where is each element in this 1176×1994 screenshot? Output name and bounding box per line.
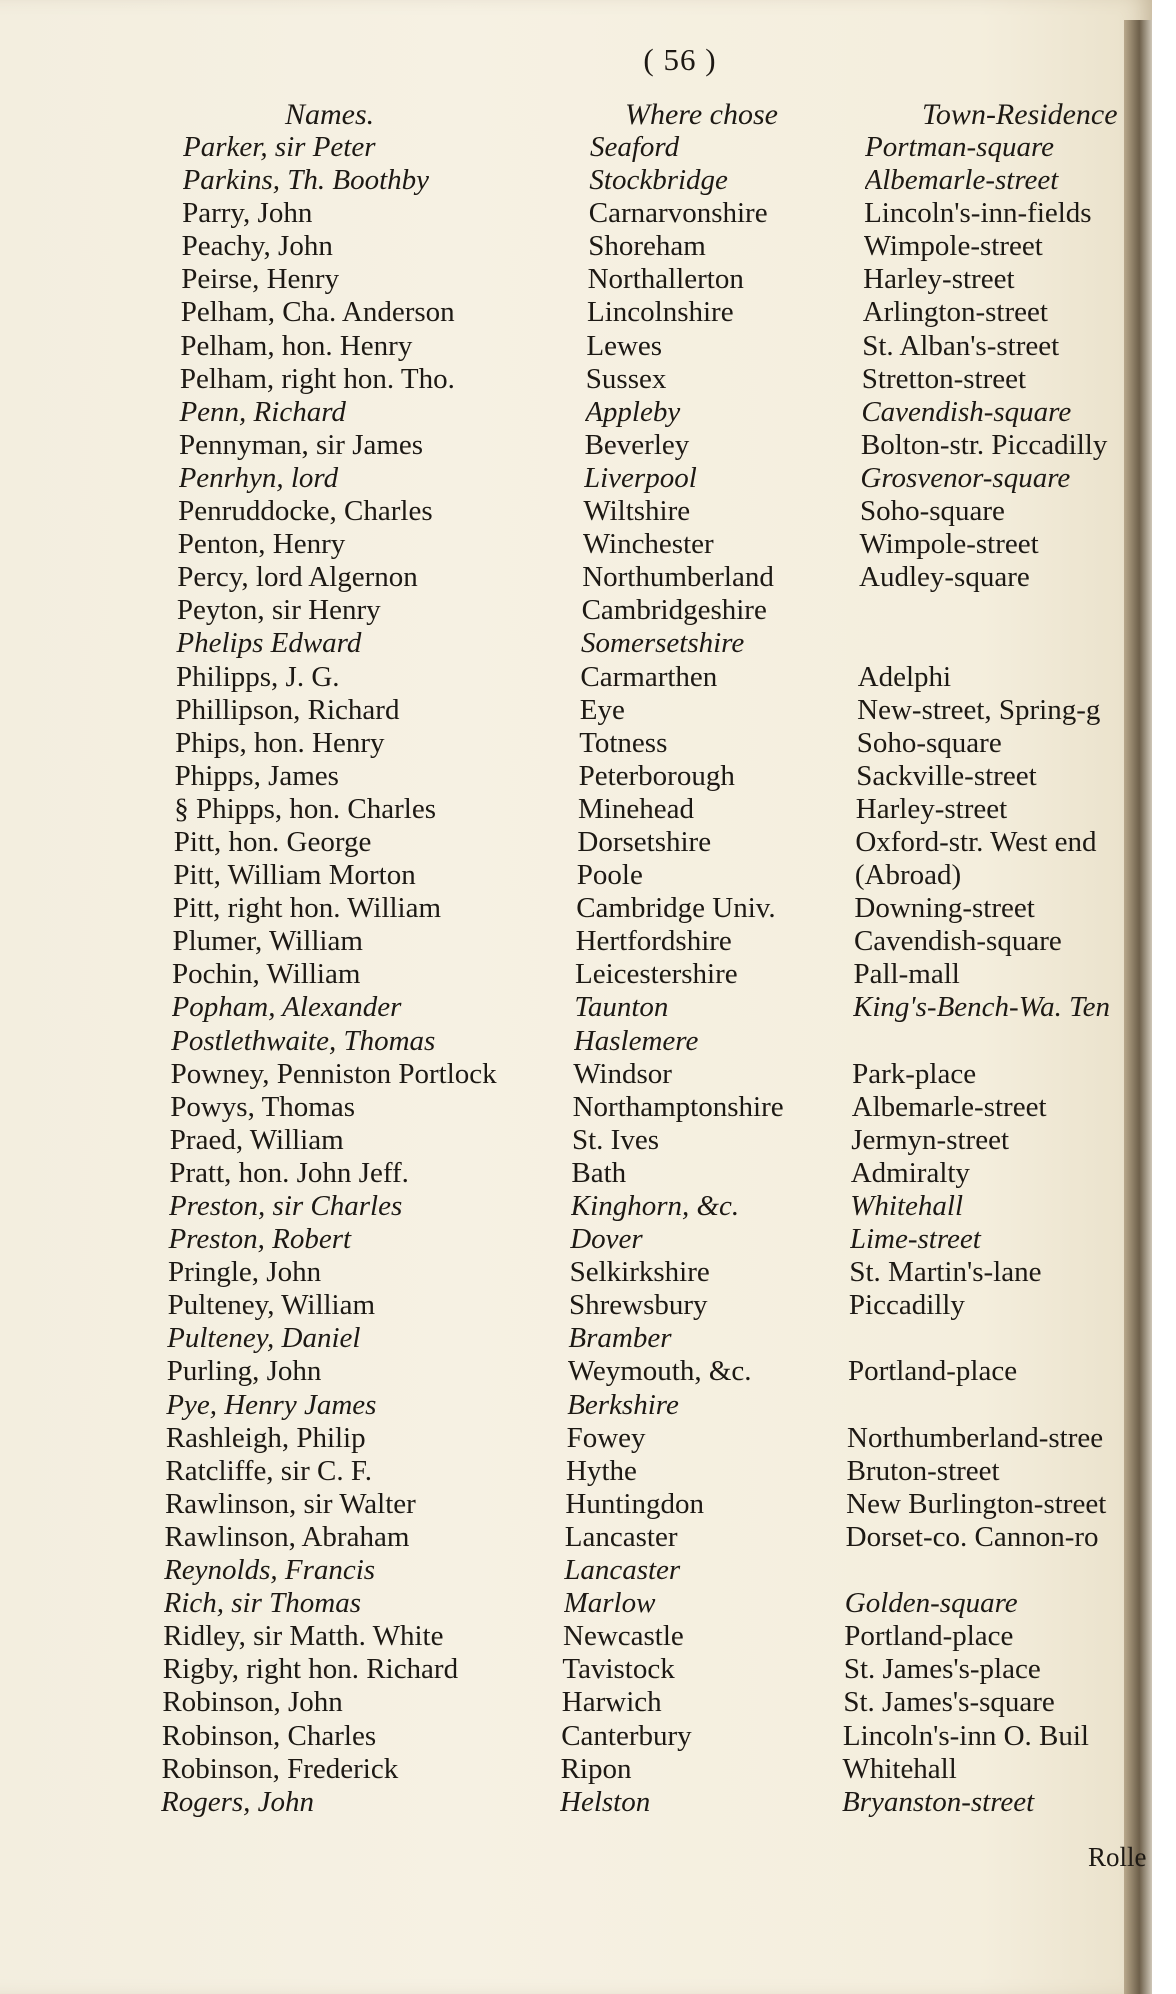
constituency: Shoreham [588, 230, 706, 263]
town-residence: Downing-street [854, 892, 1035, 925]
list-item [0, 1355, 1152, 1388]
list-item [0, 991, 1152, 1024]
town-residence: Park-place [852, 1057, 977, 1090]
town-residence: Oxford-str. West end [855, 825, 1097, 858]
list-item [0, 1025, 1152, 1058]
constituency: Kinghorn, &c. [570, 1190, 740, 1222]
list-item [0, 1190, 1152, 1223]
list-item [0, 1554, 1152, 1587]
list-item [0, 594, 1152, 627]
list-item [0, 528, 1152, 561]
constituency: Cambridge Univ. [576, 892, 776, 925]
list-item [0, 396, 1152, 429]
list-item [0, 429, 1152, 462]
town-residence: St. Martin's-lane [849, 1256, 1042, 1289]
member-name: Pulteney, William [167, 1289, 376, 1322]
constituency: Northumberland [582, 561, 774, 594]
list-item [0, 1653, 1152, 1686]
list-item [0, 694, 1152, 727]
list-item [0, 727, 1152, 760]
constituency: Tavistock [562, 1653, 675, 1686]
constituency: Somersetshire [581, 627, 745, 660]
member-name: Rawlinson, sir Walter [164, 1487, 416, 1520]
member-name: Pelham, right hon. Tho. [179, 362, 455, 395]
constituency: Canterbury [561, 1719, 692, 1752]
member-name: Preston, Robert [168, 1223, 352, 1256]
town-residence: Dorset-co. Cannon-ro [845, 1520, 1099, 1553]
constituency: Lewes [586, 329, 663, 362]
list-item [0, 296, 1152, 329]
list-item [0, 1620, 1152, 1653]
town-residence: Sackville-street [856, 759, 1037, 792]
list-item [0, 793, 1152, 826]
list-item [0, 197, 1152, 230]
constituency: Northamptonshire [572, 1090, 784, 1123]
member-list [0, 131, 1152, 1819]
constituency: Carmarthen [580, 660, 718, 693]
member-name: Reynolds, Francis [164, 1554, 376, 1587]
member-name: Phillipson, Richard [175, 693, 400, 726]
member-name: Penruddocke, Charles [178, 495, 433, 528]
list-item [0, 363, 1152, 396]
member-name: Pelham, hon. Henry [180, 329, 413, 362]
member-name: Pochin, William [172, 958, 361, 991]
town-residence: Bryanston-street [842, 1785, 1035, 1818]
list-item [0, 1058, 1152, 1091]
town-residence: New-street, Spring-g [857, 693, 1101, 726]
town-residence: Jermyn-street [851, 1123, 1010, 1156]
member-name: Peirse, Henry [181, 263, 340, 296]
constituency: Haslemere [573, 1024, 699, 1057]
constituency: Taunton [574, 991, 669, 1024]
member-name: Rawlinson, Abraham [164, 1520, 410, 1553]
member-name: Rashleigh, Philip [165, 1421, 366, 1454]
constituency: Ripon [560, 1752, 632, 1785]
member-name: Phelips Edward [176, 627, 362, 660]
list-item [0, 1587, 1152, 1620]
member-name: Peachy, John [181, 230, 333, 263]
member-name: Ratcliffe, sir C. F. [165, 1454, 372, 1487]
town-residence: Admiralty [850, 1156, 970, 1189]
member-name: Plumer, William [172, 925, 363, 958]
constituency: Liverpool [584, 461, 697, 494]
constituency: Cambridgeshire [581, 594, 767, 627]
member-name: Rigby, right hon. Richard [162, 1653, 459, 1686]
member-name: Percy, lord Algernon [177, 561, 418, 594]
list-item [0, 1389, 1152, 1422]
constituency: Sussex [585, 362, 667, 395]
constituency: Seaford [590, 131, 680, 163]
constituency: Dover [570, 1223, 643, 1256]
town-residence: Soho-square [859, 495, 1005, 528]
constituency: Stockbridge [589, 164, 728, 197]
list-item [0, 760, 1152, 793]
town-residence: Northumberland-stree [847, 1421, 1104, 1454]
constituency: Weymouth, &c. [567, 1355, 752, 1388]
member-name: Robinson, John [162, 1686, 343, 1719]
member-name: Postlethwaite, Thomas [171, 1024, 436, 1057]
constituency: Beverley [584, 428, 690, 461]
member-name: Pye, Henry James [166, 1388, 377, 1421]
list-item [0, 627, 1152, 660]
list-item [0, 330, 1152, 363]
list-item [0, 164, 1152, 197]
list-item [0, 495, 1152, 528]
list-item [0, 1786, 1152, 1819]
constituency: Bramber [568, 1322, 672, 1355]
member-name: Parker, sir Peter [183, 131, 376, 163]
list-item [0, 263, 1152, 296]
list-item [0, 1720, 1152, 1753]
constituency: Lincolnshire [587, 296, 734, 329]
town-residence: Golden-square [844, 1587, 1018, 1620]
list-item [0, 1091, 1152, 1124]
list-item [0, 131, 1152, 164]
town-residence: Wimpole-street [863, 230, 1043, 263]
constituency: Lancaster [564, 1554, 681, 1587]
town-residence: Lime-street [849, 1223, 981, 1256]
list-item [0, 462, 1152, 495]
constituency: Helston [560, 1785, 651, 1818]
town-residence: St. James's-square [843, 1686, 1055, 1719]
list-item [0, 1455, 1152, 1488]
town-residence: Grosvenor-square [860, 461, 1071, 494]
list-item [0, 826, 1152, 859]
member-name: § Phipps, hon. Charles [174, 792, 436, 825]
constituency: Minehead [578, 792, 694, 825]
constituency: Wiltshire [583, 495, 691, 528]
town-residence: Wimpole-street [859, 528, 1039, 561]
member-name: Purling, John [166, 1355, 322, 1388]
member-name: Popham, Alexander [171, 991, 402, 1024]
member-name: Phipps, James [174, 759, 339, 792]
list-item [0, 1124, 1152, 1157]
list-item [0, 1289, 1152, 1322]
member-name: Powney, Penniston Portlock [170, 1057, 497, 1090]
member-name: Pratt, hon. John Jeff. [169, 1156, 409, 1189]
constituency: Fowey [566, 1421, 646, 1454]
constituency: Newcastle [563, 1620, 684, 1653]
constituency: Winchester [582, 528, 714, 561]
member-name: Penton, Henry [177, 528, 346, 561]
town-residence: Harley-street [863, 263, 1015, 296]
list-item [0, 859, 1152, 892]
constituency: St. Ives [572, 1123, 659, 1156]
town-residence: King's-Bench-Wa. Ten [853, 991, 1111, 1024]
member-name: Ridley, sir Matth. White [163, 1620, 444, 1653]
town-residence: Soho-square [856, 726, 1002, 759]
constituency: Dorsetshire [577, 825, 712, 858]
member-name: Penrhyn, lord [178, 461, 339, 494]
list-item [0, 1521, 1152, 1554]
member-name: Pitt, hon. George [173, 825, 372, 858]
header-town-residence: Town-Residence [922, 98, 1118, 131]
town-residence: Pall-mall [853, 958, 960, 991]
member-name: Pennyman, sir James [179, 428, 424, 461]
list-item [0, 1753, 1152, 1786]
constituency: Huntingdon [565, 1487, 704, 1520]
list-item [0, 561, 1152, 594]
town-residence: Arlington-street [862, 296, 1048, 329]
member-name: Phips, hon. Henry [175, 726, 385, 759]
constituency: Eye [579, 693, 625, 726]
town-residence: Whitehall [842, 1752, 957, 1785]
constituency: Berkshire [567, 1388, 679, 1421]
town-residence: Bruton-street [846, 1454, 1000, 1487]
constituency: Bath [571, 1156, 627, 1189]
constituency: Poole [576, 859, 643, 892]
member-name: Powys, Thomas [170, 1090, 355, 1123]
list-item [0, 892, 1152, 925]
list-item [0, 925, 1152, 958]
constituency: Peterborough [578, 759, 735, 792]
list-item [0, 958, 1152, 991]
town-residence: Bolton-str. Piccadilly [860, 428, 1108, 461]
town-residence: (Abroad) [854, 859, 962, 892]
town-residence: Portland-place [844, 1620, 1014, 1653]
member-name: Pringle, John [168, 1256, 322, 1289]
member-name: Penn, Richard [179, 395, 346, 428]
town-residence: Harley-street [855, 792, 1008, 825]
member-name: Praed, William [169, 1123, 344, 1156]
member-name: Philipps, J. G. [175, 660, 340, 693]
town-residence: Portman-square [865, 131, 1055, 163]
constituency: Shrewsbury [569, 1289, 708, 1322]
constituency: Lancaster [564, 1520, 678, 1553]
constituency: Hertfordshire [575, 925, 732, 958]
constituency: Carnarvonshire [588, 197, 768, 230]
list-item [0, 1322, 1152, 1355]
constituency: Harwich [561, 1686, 662, 1719]
town-residence: Audley-square [859, 561, 1030, 594]
page-number: ( 56 ) [643, 42, 717, 77]
constituency: Totness [579, 726, 668, 759]
list-item [0, 230, 1152, 263]
town-residence: Cavendish-square [853, 925, 1062, 958]
member-name: Pitt, right hon. William [172, 892, 442, 925]
list-item [0, 1686, 1152, 1719]
town-residence: Stretton-street [861, 362, 1027, 395]
constituency: Hythe [566, 1454, 637, 1487]
member-name: Parkins, Th. Boothby [182, 164, 430, 197]
list-item [0, 1223, 1152, 1256]
list-item [0, 1422, 1152, 1455]
constituency: Appleby [585, 395, 681, 428]
list-item [0, 1488, 1152, 1521]
town-residence: Cavendish-square [861, 395, 1072, 428]
constituency: Selkirkshire [569, 1256, 710, 1289]
member-name: Robinson, Charles [161, 1719, 377, 1752]
header-where-chose: Where chose [625, 98, 778, 131]
town-residence: Lincoln's-inn-fields [864, 197, 1092, 230]
member-name: Peyton, sir Henry [176, 594, 381, 627]
town-residence: Adelphi [857, 660, 952, 693]
list-item [0, 1256, 1152, 1289]
list-item [0, 661, 1152, 694]
town-residence: Albemarle-street [851, 1090, 1047, 1123]
constituency: Leicestershire [575, 958, 738, 991]
town-residence: Whitehall [850, 1190, 964, 1222]
town-residence: Lincoln's-inn O. Buil [842, 1719, 1089, 1752]
constituency: Marlow [563, 1587, 656, 1620]
constituency: Windsor [573, 1057, 672, 1090]
header-names: Names. [285, 98, 375, 131]
town-residence: Albemarle-street [864, 164, 1059, 197]
town-residence: Piccadilly [848, 1289, 965, 1322]
list-item [0, 1157, 1152, 1190]
constituency: Northallerton [587, 263, 744, 296]
catchword: Rolle [1088, 1842, 1147, 1872]
member-name: Robinson, Frederick [161, 1752, 399, 1785]
town-residence: St. Alban's-street [862, 329, 1060, 362]
town-residence: New Burlington-street [846, 1487, 1107, 1520]
town-residence: Portland-place [847, 1355, 1018, 1388]
member-name: Preston, sir Charles [168, 1190, 403, 1222]
member-name: Parry, John [182, 197, 313, 230]
member-name: Pelham, Cha. Anderson [180, 296, 455, 329]
town-residence: St. James's-place [843, 1653, 1041, 1686]
member-name: Pitt, William Morton [173, 859, 416, 892]
member-name: Rogers, John [161, 1785, 315, 1818]
member-name: Rich, sir Thomas [163, 1587, 362, 1620]
member-name: Pulteney, Daniel [167, 1322, 361, 1355]
